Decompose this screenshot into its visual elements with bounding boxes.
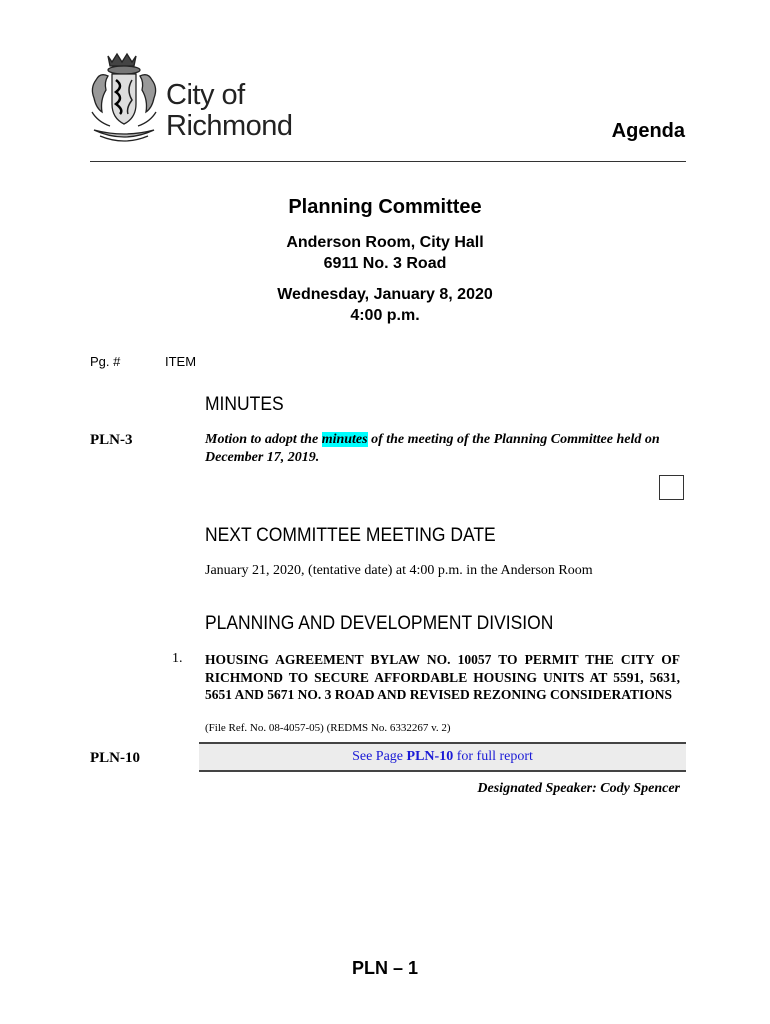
report-link-suffix: for full report	[453, 749, 533, 764]
item-file-reference: (File Ref. No. 08-4057-05) (REDMS No. 6332267 v. 2)	[205, 722, 451, 734]
full-report-link[interactable]	[199, 742, 686, 772]
column-header-item: ITEM	[165, 354, 197, 369]
page-ref-minutes: PLN-3	[90, 432, 133, 448]
committee-title: Planning Committee	[288, 196, 482, 218]
header-divider	[90, 161, 686, 162]
document-type-title: Agenda	[611, 120, 685, 142]
highlighted-word-minutes: minutes	[321, 432, 368, 447]
meeting-date: Wednesday, January 8, 2020	[277, 286, 493, 303]
item-number: 1.	[172, 651, 183, 666]
city-crest-icon	[86, 50, 162, 146]
section-heading-next-meeting: NEXT COMMITTEE MEETING DATE	[205, 525, 496, 546]
logo-line-richmond: Richmond	[166, 110, 293, 142]
minutes-checkbox[interactable]	[659, 475, 684, 500]
item-title: HOUSING AGREEMENT BYLAW NO. 10057 TO PERMIT THE CITY OF RICHMOND TO SECURE AFFORDABLE HOUSING UNITS AT 5591, 5631, 5651 AND 5671 NO. 3 ROAD AND REVISED REZONING CONSIDERATIONS	[205, 652, 680, 702]
meeting-location-room: Anderson Room, City Hall	[286, 234, 484, 251]
motion-text-end: of the meeting of the Planning Committee held on December 17, 2019.	[205, 432, 660, 465]
next-meeting-text: January 21, 2020, (tentative date) at 4:00 p.m. in the Anderson Room	[205, 563, 593, 578]
report-link-prefix: See Page	[352, 749, 407, 764]
meeting-time: 4:00 p.m.	[350, 307, 420, 324]
logo-line-city-of: City of	[166, 79, 245, 111]
section-heading-planning-division: PLANNING AND DEVELOPMENT DIVISION	[205, 613, 554, 634]
section-heading-minutes: MINUTES	[205, 394, 284, 415]
page-ref-item-1: PLN-10	[90, 750, 140, 766]
designated-speaker: Designated Speaker: Cody Spencer	[477, 781, 680, 796]
motion-text-start: Motion to adopt the	[205, 432, 322, 447]
motion-text	[205, 431, 685, 467]
report-link-page: PLN-10	[406, 749, 454, 764]
city-logo-wordmark	[166, 80, 293, 142]
meeting-location-address: 6911 No. 3 Road	[323, 255, 447, 272]
column-header-page: Pg. #	[90, 354, 121, 369]
page-number-footer: PLN – 1	[351, 958, 419, 978]
